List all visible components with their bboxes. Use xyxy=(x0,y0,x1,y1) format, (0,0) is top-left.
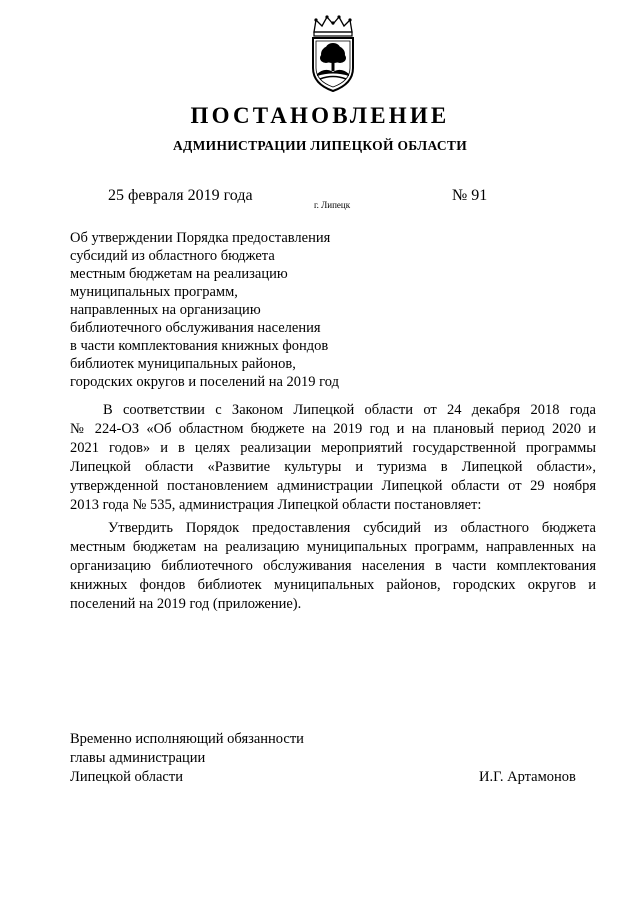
document-title: ПОСТАНОВЛЕНИЕ xyxy=(190,103,450,128)
paragraph-line: Липецкой области «Развитие культуры и туризма в Липецкой области», xyxy=(70,459,596,475)
paragraph-line: 2021 годов» и в целях реализации мероприятий государственной программы xyxy=(70,440,596,456)
paragraph-line: книжных фондов библиотек муниципальных районов, городских округов и xyxy=(70,577,596,593)
document-date: 25 февраля 2019 года xyxy=(108,187,253,204)
subject-line: муниципальных программ, xyxy=(70,284,238,300)
body-paragraph-preamble xyxy=(70,401,596,515)
subject-line: библиотечного обслуживания населения xyxy=(70,320,321,336)
document-number: № 91 xyxy=(452,187,488,204)
coat-of-arms-icon xyxy=(302,14,364,94)
paragraph-line: В соответствии с Законом Липецкой области от 24 декабря 2018 года xyxy=(103,402,596,418)
signatory-position-line: Временно исполняющий обязанности xyxy=(70,731,304,747)
paragraph-line: местным бюджетам на реализацию муниципальных программ, направленных на xyxy=(70,539,596,555)
paragraph-line: организацию библиотечного обслуживания населения в части комплектования xyxy=(70,558,596,574)
subject-line: библиотек муниципальных районов, xyxy=(70,356,296,372)
signatory-position xyxy=(70,730,304,787)
subject-line: в части комплектования книжных фондов xyxy=(70,338,329,354)
subject-line: направленных на организацию xyxy=(70,302,261,318)
subject-line: местным бюджетам на реализацию xyxy=(70,266,288,282)
body-paragraph-resolution xyxy=(70,519,596,614)
signatory-position-line: главы администрации xyxy=(70,750,206,766)
subject-line: субсидий из областного бюджета xyxy=(70,248,275,264)
paragraph-line: утвержденной постановлением администрации Липецкой области от 29 ноября xyxy=(70,478,596,494)
paragraph-line: Утвердить Порядок предоставления субсидий из областного бюджета xyxy=(108,520,596,536)
subject-line: Об утверждении Порядка предоставления xyxy=(70,230,331,246)
subject-line: городских округов и поселений на 2019 год xyxy=(70,374,339,390)
paragraph-line: поселений на 2019 год (приложение). xyxy=(70,596,302,612)
document-subtitle: АДМИНИСТРАЦИИ ЛИПЕЦКОЙ ОБЛАСТИ xyxy=(172,138,468,153)
paragraph-line: № 224-ОЗ «Об областном бюджете на 2019 год и на плановый период 2020 и xyxy=(70,421,596,437)
signatory-position-line: Липецкой области xyxy=(70,769,183,785)
paragraph-line: 2013 года № 535, администрация Липецкой области постановляет: xyxy=(70,497,482,513)
document-subject xyxy=(70,229,339,391)
signatory-name: И.Г. Артамонов xyxy=(479,769,576,785)
document-city: г. Липецк xyxy=(314,200,351,210)
